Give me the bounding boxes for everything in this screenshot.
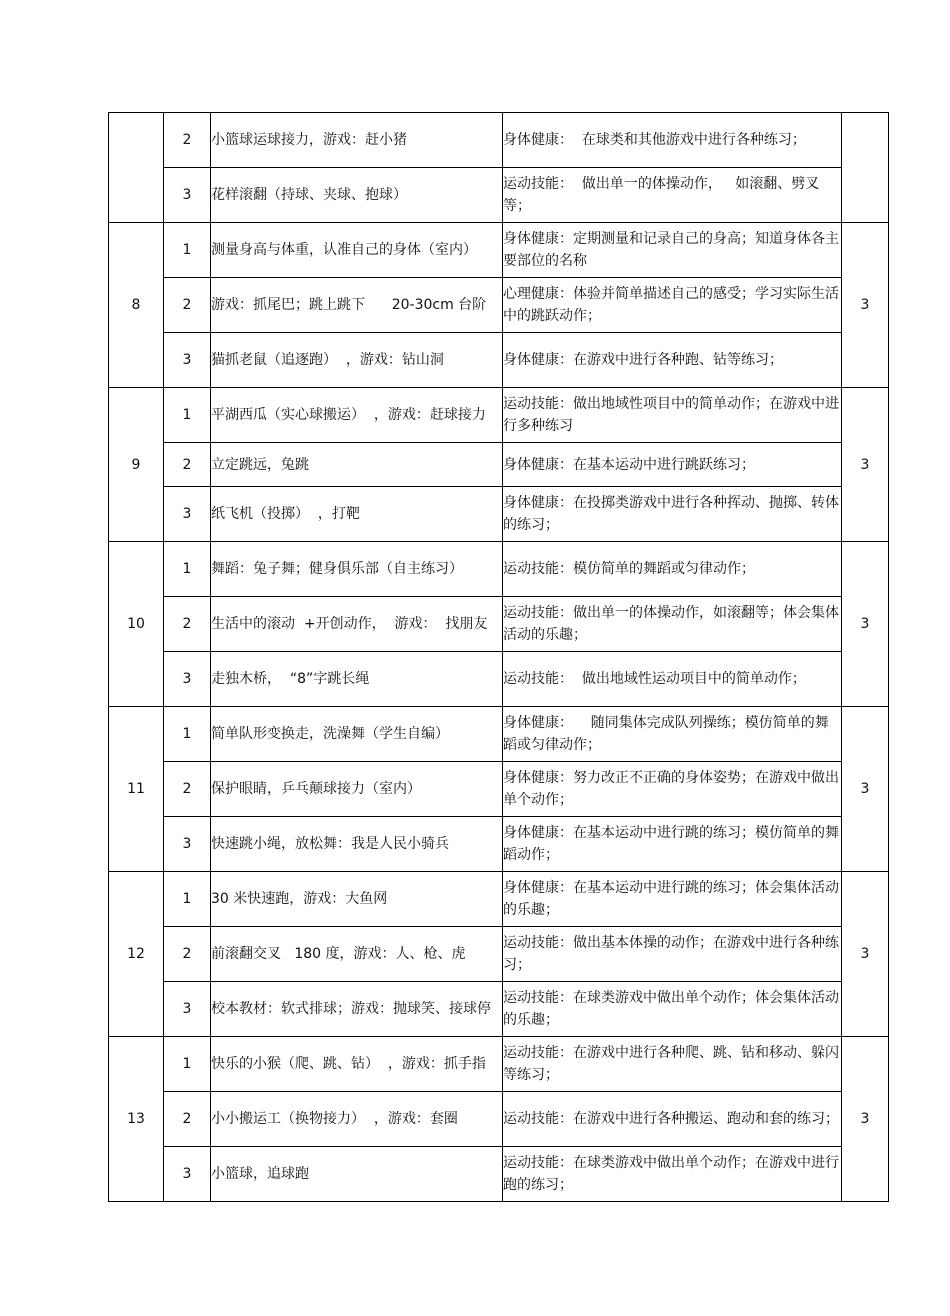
table-row: [109, 113, 889, 168]
table-row: [109, 542, 889, 597]
learning-goal-text: 运动技能：做出地域性项目中的简单动作；在游戏中进行多种练习: [503, 396, 839, 434]
lesson-content-cell: [211, 817, 503, 872]
lesson-content-text: 简单队形变换走，洗澡舞（学生自编）: [211, 726, 449, 742]
lesson-number-cell: 2: [164, 927, 211, 982]
learning-goal-text: 身体健康： 在球类和其他游戏中进行各种练习；: [503, 132, 806, 148]
learning-goal-text: 运动技能：做出基本体操的动作；在游戏中进行各种练习；: [503, 935, 839, 973]
table-row: [109, 652, 889, 707]
table-row: [109, 1092, 889, 1147]
lesson-content-cell: [211, 1147, 503, 1202]
lesson-content-cell: [211, 1092, 503, 1147]
learning-goal-text: 运动技能：做出单一的体操动作，如滚翻等；体会集体活动的乐趣；: [503, 605, 839, 643]
lesson-content-cell: [211, 487, 503, 542]
learning-goal-text: 身体健康： 随同集体完成队列操练；模仿简单的舞蹈或匀律动作；: [503, 715, 829, 753]
lesson-number-cell: 2: [164, 113, 211, 168]
lesson-content-cell: [211, 927, 503, 982]
week-number-cell: [109, 113, 164, 223]
lesson-content-text: 走独木桥， “8”字跳长绳: [211, 671, 370, 687]
learning-goal-cell: [503, 927, 842, 982]
lesson-content-cell: [211, 542, 503, 597]
learning-goal-cell: [503, 1092, 842, 1147]
lesson-number-cell: 2: [164, 443, 211, 487]
learning-goal-cell: [503, 762, 842, 817]
lesson-content-cell: [211, 1037, 503, 1092]
lesson-content-text: 快速跳小绳，放松舞：我是人民小骑兵: [211, 836, 449, 852]
lesson-content-cell: [211, 982, 503, 1037]
lesson-plan-body: [109, 113, 889, 1202]
learning-goal-cell: [503, 223, 842, 278]
table-row: [109, 278, 889, 333]
lesson-content-text: 校本教材：软式排球；游戏：抛球笑、接球停: [211, 1001, 491, 1017]
hours-cell: 3: [842, 1037, 889, 1202]
learning-goal-cell: [503, 1147, 842, 1202]
table-row: [109, 487, 889, 542]
learning-goal-cell: [503, 333, 842, 388]
week-number-cell: 11: [109, 707, 164, 872]
table-row: [109, 817, 889, 872]
week-number-cell: 10: [109, 542, 164, 707]
lesson-number-cell: 2: [164, 597, 211, 652]
learning-goal-cell: [503, 443, 842, 487]
lesson-content-text: 测量身高与体重，认准自己的身体（室内）: [211, 242, 477, 258]
hours-cell: [842, 113, 889, 223]
learning-goal-text: 身体健康：在基本运动中进行跳的练习；体会集体活动的乐趣；: [503, 880, 839, 918]
lesson-number-cell: 3: [164, 652, 211, 707]
learning-goal-cell: [503, 872, 842, 927]
week-number-cell: 13: [109, 1037, 164, 1202]
table-row: [109, 762, 889, 817]
learning-goal-text: 运动技能： 做出单一的体操动作， 如滚翻、劈叉等；: [503, 176, 820, 214]
lesson-number-cell: 3: [164, 333, 211, 388]
table-row: [109, 707, 889, 762]
learning-goal-text: 心理健康：体验并简单描述自己的感受；学习实际生活中的跳跃动作；: [503, 286, 839, 324]
learning-goal-text: 身体健康：努力改正不正确的身体姿势；在游戏中做出单个动作；: [503, 770, 839, 808]
lesson-plan-table: [108, 112, 889, 1202]
hours-cell: 3: [842, 542, 889, 707]
lesson-content-cell: [211, 223, 503, 278]
lesson-content-cell: [211, 388, 503, 443]
lesson-number-cell: 2: [164, 1092, 211, 1147]
lesson-content-text: 游戏：抓尾巴；跳上跳下 20-30cm 台阶: [211, 297, 487, 313]
learning-goal-cell: [503, 652, 842, 707]
lesson-number-cell: 1: [164, 872, 211, 927]
learning-goal-cell: [503, 168, 842, 223]
lesson-content-cell: [211, 652, 503, 707]
lesson-number-cell: 1: [164, 1037, 211, 1092]
lesson-content-cell: [211, 278, 503, 333]
lesson-content-text: 花样滚翻（持球、夹球、抱球）: [211, 187, 407, 203]
lesson-number-cell: 2: [164, 278, 211, 333]
lesson-content-cell: [211, 597, 503, 652]
table-row: [109, 443, 889, 487]
table-row: [109, 927, 889, 982]
learning-goal-text: 运动技能：在球类游戏中做出单个动作；体会集体活动的乐趣；: [503, 990, 839, 1028]
lesson-content-text: 纸飞机（投掷） ，打靶: [211, 506, 360, 522]
learning-goal-text: 身体健康：定期测量和记录自己的身高；知道身体各主要部位的名称: [503, 231, 839, 269]
learning-goal-text: 运动技能：在球类游戏中做出单个动作；在游戏中进行跑的练习；: [503, 1155, 839, 1193]
table-row: [109, 168, 889, 223]
table-row: [109, 1147, 889, 1202]
learning-goal-text: 运动技能：在游戏中进行各种爬、跳、钻和移动、躲闪等练习；: [503, 1045, 839, 1083]
lesson-content-text: 生活中的滚动 +开创动作， 游戏： 找朋友: [211, 616, 488, 632]
lesson-content-text: 立定跳远，兔跳: [211, 456, 309, 473]
learning-goal-text: 身体健康：在游戏中进行各种跑、钻等练习；: [503, 352, 783, 368]
hours-cell: 3: [842, 707, 889, 872]
lesson-number-cell: 1: [164, 707, 211, 762]
lesson-content-text: 快乐的小猴（爬、跳、钻） ，游戏：抓手指: [211, 1056, 486, 1072]
hours-cell: 3: [842, 872, 889, 1037]
lesson-content-cell: [211, 168, 503, 223]
learning-goal-text: 身体健康：在基本运动中进行跳的练习；模仿简单的舞蹈动作；: [503, 825, 839, 863]
learning-goal-cell: [503, 113, 842, 168]
lesson-number-cell: 1: [164, 223, 211, 278]
lesson-content-text: 小小搬运工（换物接力） ，游戏：套圈: [211, 1111, 458, 1127]
learning-goal-cell: [503, 1037, 842, 1092]
learning-goal-cell: [503, 597, 842, 652]
lesson-content-text: 小篮球运球接力，游戏：赶小猪: [211, 132, 407, 148]
table-row: [109, 872, 889, 927]
lesson-number-cell: 1: [164, 388, 211, 443]
learning-goal-text: 身体健康：在投掷类游戏中进行各种挥动、抛掷、转体的练习；: [503, 495, 839, 533]
week-number-cell: 9: [109, 388, 164, 542]
lesson-content-cell: [211, 443, 503, 487]
lesson-content-cell: [211, 333, 503, 388]
learning-goal-cell: [503, 982, 842, 1037]
lesson-content-text: 前滚翻交叉 180 度，游戏：人、枪、虎: [211, 946, 466, 962]
lesson-number-cell: 3: [164, 168, 211, 223]
lesson-number-cell: 3: [164, 982, 211, 1037]
week-number-cell: 8: [109, 223, 164, 388]
lesson-number-cell: 3: [164, 817, 211, 872]
lesson-number-cell: 1: [164, 542, 211, 597]
lesson-content-text: 平湖西瓜（实心球搬运） ，游戏：赶球接力: [211, 407, 486, 423]
learning-goal-cell: [503, 388, 842, 443]
lesson-content-text: 30 米快速跑，游戏：大鱼网: [211, 891, 388, 907]
hours-cell: 3: [842, 388, 889, 542]
learning-goal-text: 运动技能： 做出地域性运动项目中的简单动作；: [503, 671, 806, 687]
learning-goal-cell: [503, 542, 842, 597]
learning-goal-cell: [503, 817, 842, 872]
hours-cell: 3: [842, 223, 889, 388]
lesson-number-cell: 2: [164, 762, 211, 817]
learning-goal-cell: [503, 707, 842, 762]
lesson-content-cell: [211, 872, 503, 927]
lesson-content-cell: [211, 707, 503, 762]
lesson-number-cell: 3: [164, 487, 211, 542]
lesson-content-cell: [211, 113, 503, 168]
learning-goal-cell: [503, 487, 842, 542]
learning-goal-text: 运动技能：在游戏中进行各种搬运、跑动和套的练习；: [503, 1111, 839, 1127]
table-row: [109, 597, 889, 652]
learning-goal-text: 身体健康：在基本运动中进行跳跃练习；: [503, 456, 755, 473]
lesson-content-text: 保护眼睛，乒乓颠球接力（室内）: [211, 781, 421, 797]
lesson-content-text: 小篮球，追球跑: [211, 1166, 309, 1182]
lesson-content-text: 猫抓老鼠（追逐跑） ，游戏：钻山洞: [211, 352, 444, 368]
table-row: [109, 982, 889, 1037]
week-number-cell: 12: [109, 872, 164, 1037]
lesson-number-cell: 3: [164, 1147, 211, 1202]
table-row: [109, 223, 889, 278]
table-row: [109, 1037, 889, 1092]
table-row: [109, 333, 889, 388]
lesson-content-cell: [211, 762, 503, 817]
learning-goal-text: 运动技能：模仿简单的舞蹈或匀律动作；: [503, 561, 755, 577]
table-row: [109, 388, 889, 443]
learning-goal-cell: [503, 278, 842, 333]
lesson-content-text: 舞蹈：兔子舞；健身俱乐部（自主练习）: [211, 561, 463, 577]
